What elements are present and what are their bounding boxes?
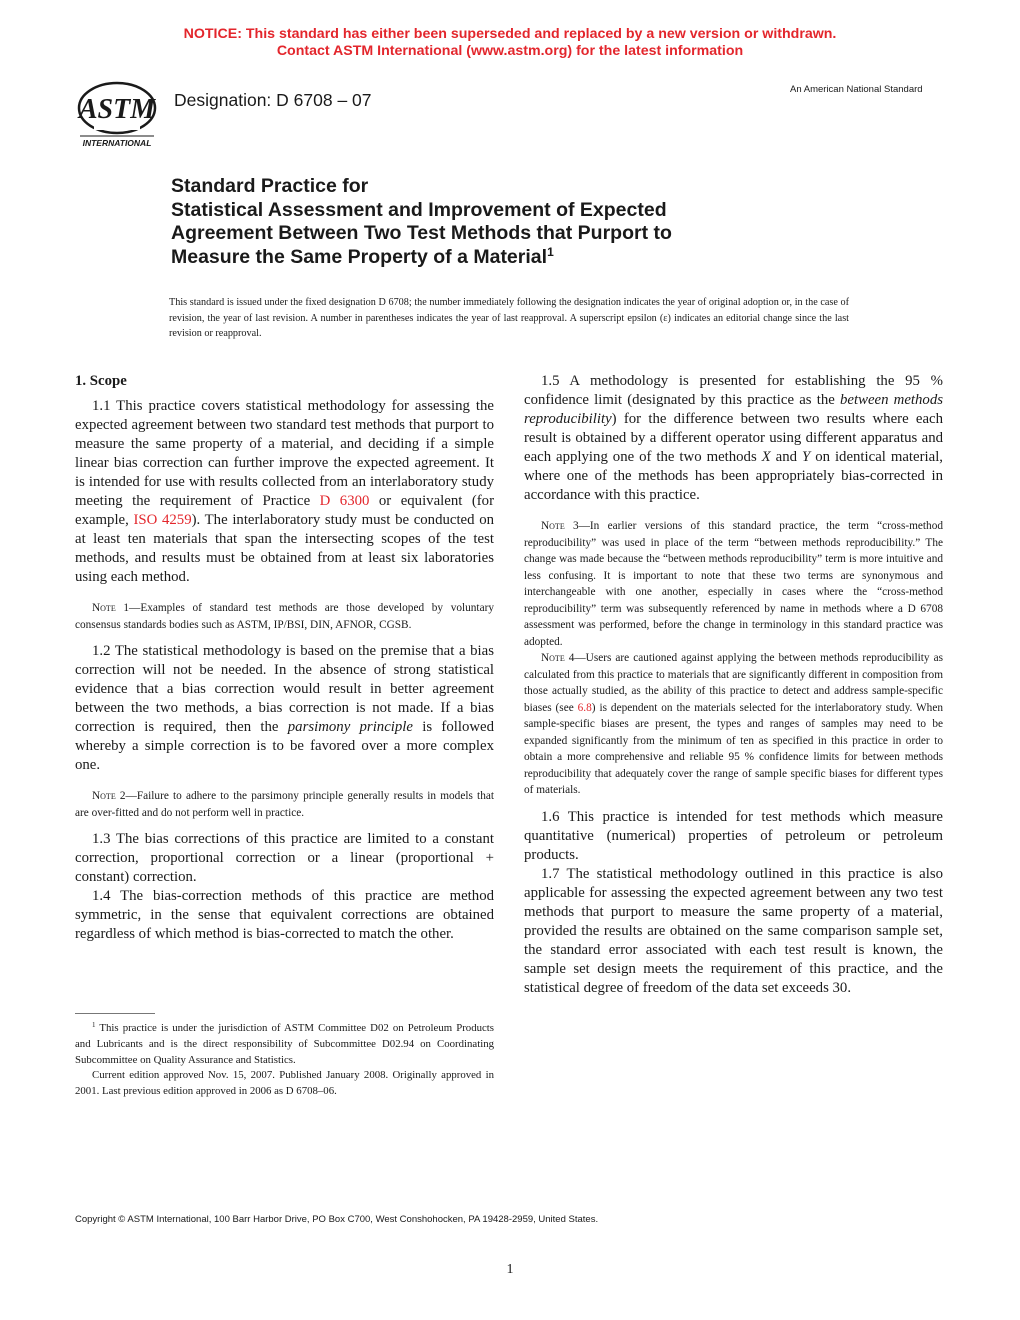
footnote-1: $^1$ This practice is under the jurisdiction of ASTM Committee D02 on Petroleum Products and Lubricants and is the direct responsibility of Subcommittee D02.94 on Coordinating Subcommittee on Quality Assurance and Statistics. bbox=[75, 1021, 494, 1066]
designation: Designation: D 6708 – 07 bbox=[174, 90, 372, 110]
logo-subtext: INTERNATIONAL bbox=[82, 138, 152, 148]
section-heading-scope: 1. Scope bbox=[75, 373, 127, 389]
title-line-4: Measure the Same Property of a Material bbox=[171, 245, 548, 268]
link-d6300[interactable]: D 6300 bbox=[319, 493, 370, 509]
note-3: Note 3—In earlier versions of this standard practice, the term “cross-method reproducibility” was used in place of the term “between methods reproducibility.” The change was made because the “between methods reproducibility” term is more intuitive and less confusing. It is important to note that these two terms are synonymous and interchangeable with one another, especially in cases where the “cross-method reproducibility” term was subsequently referenced by name in methods where a D 6708 assessment was performed, before the change in terminology in this standard practice was adopted. bbox=[524, 520, 943, 648]
footnote-1-mark: 1 bbox=[92, 1021, 96, 1029]
footnotes bbox=[75, 1021, 494, 1100]
left-column bbox=[75, 372, 494, 944]
paragraph-1-2: 1.2 The statistical methodology is based on the premise that a bias correction will not be needed. In the absence of strong statistical evidence that a bias correction would result in better agreement between the two methods, a bias correction is not made. If a bias correction is required, then the parsimony principle is followed whereby a simple correction is to be favored over a more complex one. bbox=[75, 643, 494, 773]
note-4: Note 4—Users are cautioned against applying the between methods reproducibility as calculated from this practice to materials that are significantly different in composition from those actually studied, as the ability of this practice to detect and address sample-specific biases (see 6.8) is dependent on the materials selected for the interlaboratory study. When sample-specific biases are present, the types and ranges of samples may need to be expanded significantly from the minimum of ten as specified in this practice in order to obtain a more comprehensive and reliable 95 % confidence limits for between methods reproducibility that adequately cover the range of sample specific biases for different types of materials. bbox=[524, 652, 943, 796]
astm-logo bbox=[72, 80, 162, 150]
note-4-label: Note 4 bbox=[541, 652, 575, 664]
notice-line-2: Contact ASTM International (www.astm.org) for the latest information bbox=[276, 43, 744, 59]
footnote-edition: Current edition approved Nov. 15, 2007. Published January 2008. Originally approved in 2001. Last previous edition approved in 2006 as D 6708–06. bbox=[75, 1069, 494, 1098]
note-2: Note 2—Failure to adhere to the parsimony principle generally results in models that are over-fitted and do not perform well in practice. bbox=[75, 790, 494, 819]
document-title bbox=[171, 175, 851, 269]
footnote-divider bbox=[75, 1013, 155, 1014]
paragraph-1-7: 1.7 The statistical methodology outlined in this practice is also applicable for assessing the expected agreement between any two test methods that purport to measure the same property of a material, provided the results are obtained on the same comparison sample set, the standard error associated with each test result is known, the sample set design meets the requirement of this practice, and the statistical degree of freedom of the data set exceeds 30. bbox=[524, 865, 943, 996]
national-standard-label: An American National Standard bbox=[790, 84, 923, 95]
note-3-label: Note 3 bbox=[541, 520, 579, 532]
notice-line-1: NOTICE: This standard has either been superseded and replaced by a new version or withdrawn. bbox=[183, 26, 837, 42]
paragraph-1-1: 1.1 This practice covers statistical methodology for assessing the expected agreement between two standard test methods that purport to measure the same property of a material, and deciding if a simple linear bias correction can further improve the expected agreement. It is intended for use with results collected from an interlaboratory study meeting the requirement of Practice D 6300 or equivalent (for example, ISO 4259). The interlaboratory study must be conducted on at least ten materials that span the intersecting scopes of the test methods, and results must be obtained from at least six laboratories using each method. bbox=[75, 398, 494, 585]
note-2-label: Note 2 bbox=[92, 790, 126, 802]
paragraph-1-3: 1.3 The bias corrections of this practice are limited to a constant correction, proportional correction or a linear (proportional + constant) correction. bbox=[75, 831, 494, 885]
title-line-1: Standard Practice for bbox=[171, 175, 369, 197]
link-iso4259[interactable]: ISO 4259 bbox=[133, 512, 192, 528]
title-line-3: Agreement Between Two Test Methods that Purport to bbox=[171, 222, 672, 244]
preamble: This standard is issued under the fixed designation D 6708; the number immediately following the designation indicates the year of original adoption or, in the case of revision, the year of last revision. A number in parentheses indicates the year of last reapproval. A superscript epsilon (ε) indicates an editorial change since the last revision or reapproval. bbox=[169, 297, 849, 339]
page-number: 1 bbox=[506, 1262, 514, 1277]
copyright: Copyright © ASTM International, 100 Barr Harbor Drive, PO Box C700, West Conshohocken, PA 19428-2959, United States. bbox=[75, 1214, 599, 1225]
title-footnote-mark: 1 bbox=[547, 244, 554, 259]
right-column bbox=[524, 372, 943, 998]
logo-text: ASTM bbox=[78, 94, 156, 125]
note-1: Note 1—Examples of standard test methods are those developed by voluntary consensus standards bodies such as ASTM, IP/BSI, DIN, AFNOR, CGSB. bbox=[75, 602, 494, 631]
paragraph-1-6: 1.6 This practice is intended for test methods which measure quantitative (numerical) properties of petroleum or petroleum products. bbox=[524, 808, 943, 863]
note-1-label: Note 1 bbox=[92, 602, 130, 614]
title-line-2: Statistical Assessment and Improvement of Expected bbox=[171, 198, 667, 221]
link-section-6-8[interactable]: 6.8 bbox=[577, 701, 592, 714]
withdrawn-notice bbox=[0, 26, 1020, 60]
paragraph-1-4: 1.4 The bias-correction methods of this practice are method symmetric, in the sense that equivalent corrections are obtained regardless of which method is bias-corrected to match the other. bbox=[75, 888, 494, 942]
paragraph-1-5: 1.5 A methodology is presented for establishing the 95 % confidence limit (designated by this practice as the between methods reproducibility) for the difference between two results where each result is obtained by a different operator using different apparatus and each applying one of the two methods X and Y on identical material, where one of the methods has been appropriately bias-corrected in accordance with this practice. bbox=[524, 373, 944, 503]
